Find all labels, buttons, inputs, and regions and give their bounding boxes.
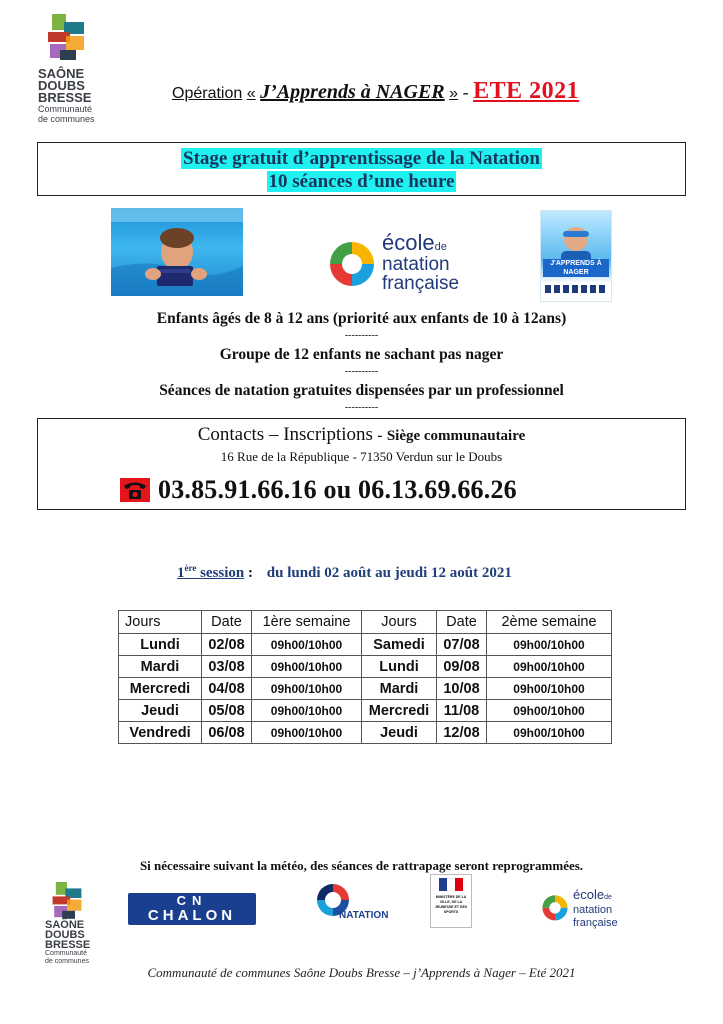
ecole-natation-logo-footer [540, 889, 650, 929]
header-jours-2: Jours [362, 611, 437, 634]
cell-time: 09h00/10h00 [252, 634, 362, 656]
info-sessions: Séances de natation gratuites dispensées par un professionnel [159, 382, 564, 399]
schedule-table [118, 610, 612, 744]
cell-time: 09h00/10h00 [252, 678, 362, 700]
contact-address: 16 Rue de la République - 71350 Verdun sur le Doubs [220, 449, 503, 464]
cell-date: 03/08 [202, 656, 252, 678]
cell-time: 09h00/10h00 [252, 722, 362, 744]
contact-box [37, 418, 686, 510]
table-row [119, 634, 612, 656]
header-week-1: 1ère semaine [252, 611, 362, 634]
contact-title: Contacts – Inscriptions [197, 424, 373, 445]
table-row [119, 678, 612, 700]
sdb-logo-footer [45, 882, 90, 966]
title-operation: Opération [172, 85, 243, 102]
cell-day: Samedi [362, 634, 437, 656]
title-separator: - [462, 82, 469, 102]
header-date-1: Date [202, 611, 252, 634]
ecole-swirl-icon [326, 238, 378, 294]
poster-text: J'APPRENDS À NAGER [543, 259, 609, 277]
cell-day: Mercredi [119, 678, 202, 700]
cell-date: 12/08 [437, 722, 487, 744]
info-dash-3: ---------- [344, 402, 379, 413]
cell-day: Mercredi [362, 700, 437, 722]
title-year: ETE 2021 [473, 78, 580, 104]
contact-phones: 03.85.91.66.16 ou 06.13.69.66.26 [158, 475, 517, 504]
title-close-quote: » [449, 85, 459, 102]
cell-day: Jeudi [119, 700, 202, 722]
japprends-nager-poster [540, 210, 612, 302]
ffn-natation-label: NATATION [339, 910, 389, 921]
sdb-logo-sub1: Communauté [38, 104, 93, 114]
sdb-footer-sub2: de communes [45, 958, 89, 965]
cell-time: 09h00/10h00 [487, 656, 612, 678]
ministere-logo [430, 874, 472, 928]
ecole-logo-de: de [434, 241, 447, 253]
title-program: J’Apprends à NAGER [260, 81, 445, 103]
sdb-footer-sub1: Communauté [45, 950, 88, 957]
ecole-footer-line2: natation [573, 904, 613, 916]
cell-time: 09h00/10h00 [487, 634, 612, 656]
ecole-footer-line1: école [573, 887, 605, 902]
cell-date: 06/08 [202, 722, 252, 744]
session-dates: du lundi 02 août au jeudi 12 août 2021 [266, 565, 512, 581]
weather-footnote: Si nécessaire suivant la météo, des séances de rattrapage seront reprogrammées. [139, 858, 584, 873]
ecole-footer-de: de [604, 894, 612, 901]
ecole-footer-line3: française [573, 917, 618, 929]
banner-box [37, 142, 686, 196]
contact-separator: - [377, 428, 383, 444]
cell-day: Mardi [362, 678, 437, 700]
cell-day: Jeudi [362, 722, 437, 744]
cell-date: 10/08 [437, 678, 487, 700]
cell-date: 05/08 [202, 700, 252, 722]
title-open-quote: « [246, 85, 256, 102]
table-row [119, 700, 612, 722]
cn-chalon-line1: CN [176, 893, 208, 908]
ecole-logo-line1: école [382, 230, 435, 255]
cell-day: Lundi [362, 656, 437, 678]
cell-time: 09h00/10h00 [252, 656, 362, 678]
session-number-sup: ère [184, 563, 197, 573]
info-dash-2: ---------- [344, 366, 379, 377]
telephone-icon [120, 478, 150, 502]
cell-day: Vendredi [119, 722, 202, 744]
cell-date: 09/08 [437, 656, 487, 678]
schedule-header-row [119, 611, 612, 634]
cell-date: 11/08 [437, 700, 487, 722]
ffn-natation-logo [315, 882, 395, 928]
cell-date: 02/08 [202, 634, 252, 656]
sdb-logo-line3: BRESSE [38, 90, 92, 105]
sdb-footer-line1: SAÔNE [45, 919, 85, 931]
info-group: Groupe de 12 enfants ne sachant pas nager [219, 346, 504, 363]
table-row [119, 656, 612, 678]
cell-day: Lundi [119, 634, 202, 656]
cell-time: 09h00/10h00 [487, 700, 612, 722]
sdb-logo [38, 14, 95, 124]
table-row [119, 722, 612, 744]
session-label: session [196, 565, 245, 581]
banner-line1: Stage gratuit d’apprentissage de la Natation [183, 148, 540, 169]
cell-date: 04/08 [202, 678, 252, 700]
banner-line2: 10 séances d’une heure [268, 171, 455, 192]
cell-time: 09h00/10h00 [487, 678, 612, 700]
header-date-2: Date [437, 611, 487, 634]
sdb-logo-footer-mark-icon [51, 882, 77, 914]
header-jours-1: Jours [119, 611, 202, 634]
info-age: Enfants âgés de 8 à 12 ans (priorité aux enfants de 10 à 12ans) [156, 310, 567, 327]
session-line [177, 563, 512, 582]
cell-time: 09h00/10h00 [487, 722, 612, 744]
ecole-logo-line3: française [382, 273, 460, 294]
ecole-footer-swirl-icon [540, 893, 570, 925]
ecole-logo-line2: natation [382, 254, 450, 275]
sdb-logo-line1: SAÔNE [38, 66, 85, 81]
contact-place: Siège communautaire [386, 428, 526, 444]
sdb-logo-mark-icon [46, 14, 88, 60]
info-dash-1: ---------- [344, 330, 379, 341]
session-number: 1 [177, 565, 185, 581]
cell-date: 07/08 [437, 634, 487, 656]
ministere-label: MINISTÈRE DE LA VILLE, DE LA JEUNESSE ET DES SPORTS [434, 895, 468, 914]
header-week-2: 2ème semaine [487, 611, 612, 634]
cell-time: 09h00/10h00 [252, 700, 362, 722]
page-footer: Communauté de communes Saône Doubs Bresse – j’Apprends à Nager – Eté 2021 [147, 965, 576, 980]
session-colon: : [244, 565, 254, 581]
cell-day: Mardi [119, 656, 202, 678]
sdb-logo-sub2: de communes [38, 114, 95, 124]
swimming-child-photo [111, 208, 243, 296]
sdb-footer-line3: BRESSE [45, 939, 91, 951]
cn-chalon-logo [128, 893, 256, 925]
cn-chalon-line2: CHALON [147, 907, 237, 924]
page-title [172, 78, 642, 105]
ecole-natation-logo [326, 230, 466, 298]
sdb-footer-line2: DOUBS [45, 929, 85, 941]
sdb-logo-line2: DOUBS [38, 78, 85, 93]
